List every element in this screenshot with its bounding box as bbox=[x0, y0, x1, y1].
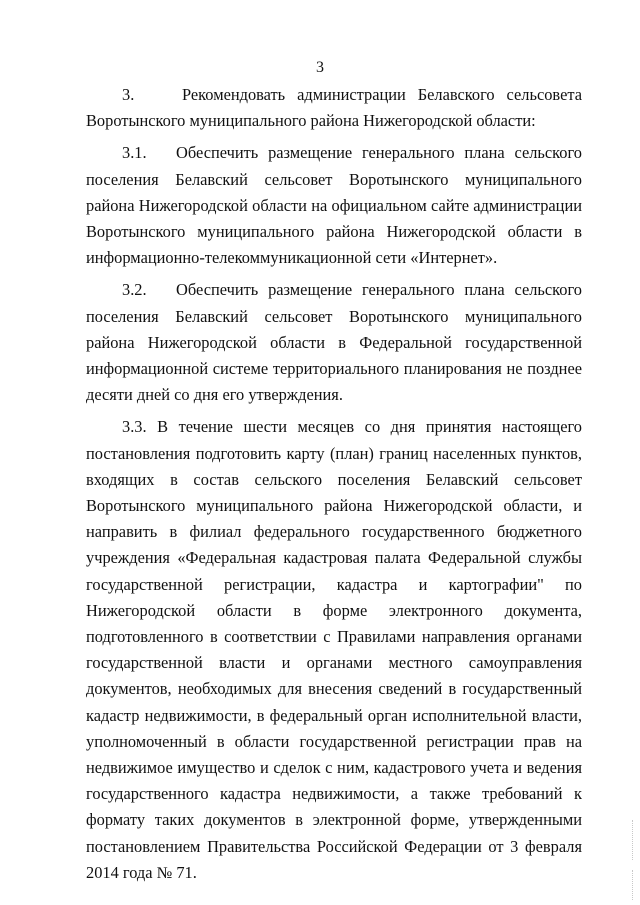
paragraph-3-2: 3.2. Обеспечить размещение генерального плана сельского поселения Белавский сельсовет Воротынского муниципального района Нижегородской области в Федеральной государственной информационной системе территориального планирования не позднее десяти дней со дня его утверждения. bbox=[86, 280, 582, 405]
scan-edge-mark bbox=[632, 870, 634, 900]
paragraph-3-3: 3.3. В течение шести месяцев со дня принятия настоящего постановления подготовить карту (план) границ населенных пунктов, входящих в состав сельского поселения Белавский сельсовет Воротынского муниципального района Нижегородской области, и направить в филиал федерального государственного бюджетного учреждения «Федеральная кадастровая палата Федеральной службы государственной регистрации, кадастра и картографии" по Нижегородской области в форме электронного документа, подготовленного в соответствии с Правилами направления органами государственной власти и органами местного самоуправления документов, необходимых для внесения сведений в государственный кадастр недвижимости, в федеральный орган исполнительной власти, уполномоченный в области государственной регистрации прав на недвижимое имущество и сделок с ним, кадастрового учета и ведения государственного кадастра недвижимости, а также требований к формату таких документов в электронной форме, утвержденными постановлением Правительства Российской Федерации от 3 февраля 2014 года № 71. bbox=[86, 417, 582, 882]
paragraph-3-1: 3.1. Обеспечить размещение генерального плана сельского поселения Белавский сельсовет Воротынского муниципального района Нижегородской области на официальном сайте администрации Воротынского муниципального района Нижегородской области в информационно-телекоммуникационной сети «Интернет». bbox=[86, 143, 582, 268]
paragraph-3: 3. Рекомендовать администрации Белавского сельсовета Воротынского муниципального района Нижегородской области: bbox=[86, 85, 582, 131]
scan-edge-mark bbox=[632, 820, 634, 860]
page-number: 3 bbox=[316, 59, 324, 76]
document-body bbox=[86, 82, 582, 886]
